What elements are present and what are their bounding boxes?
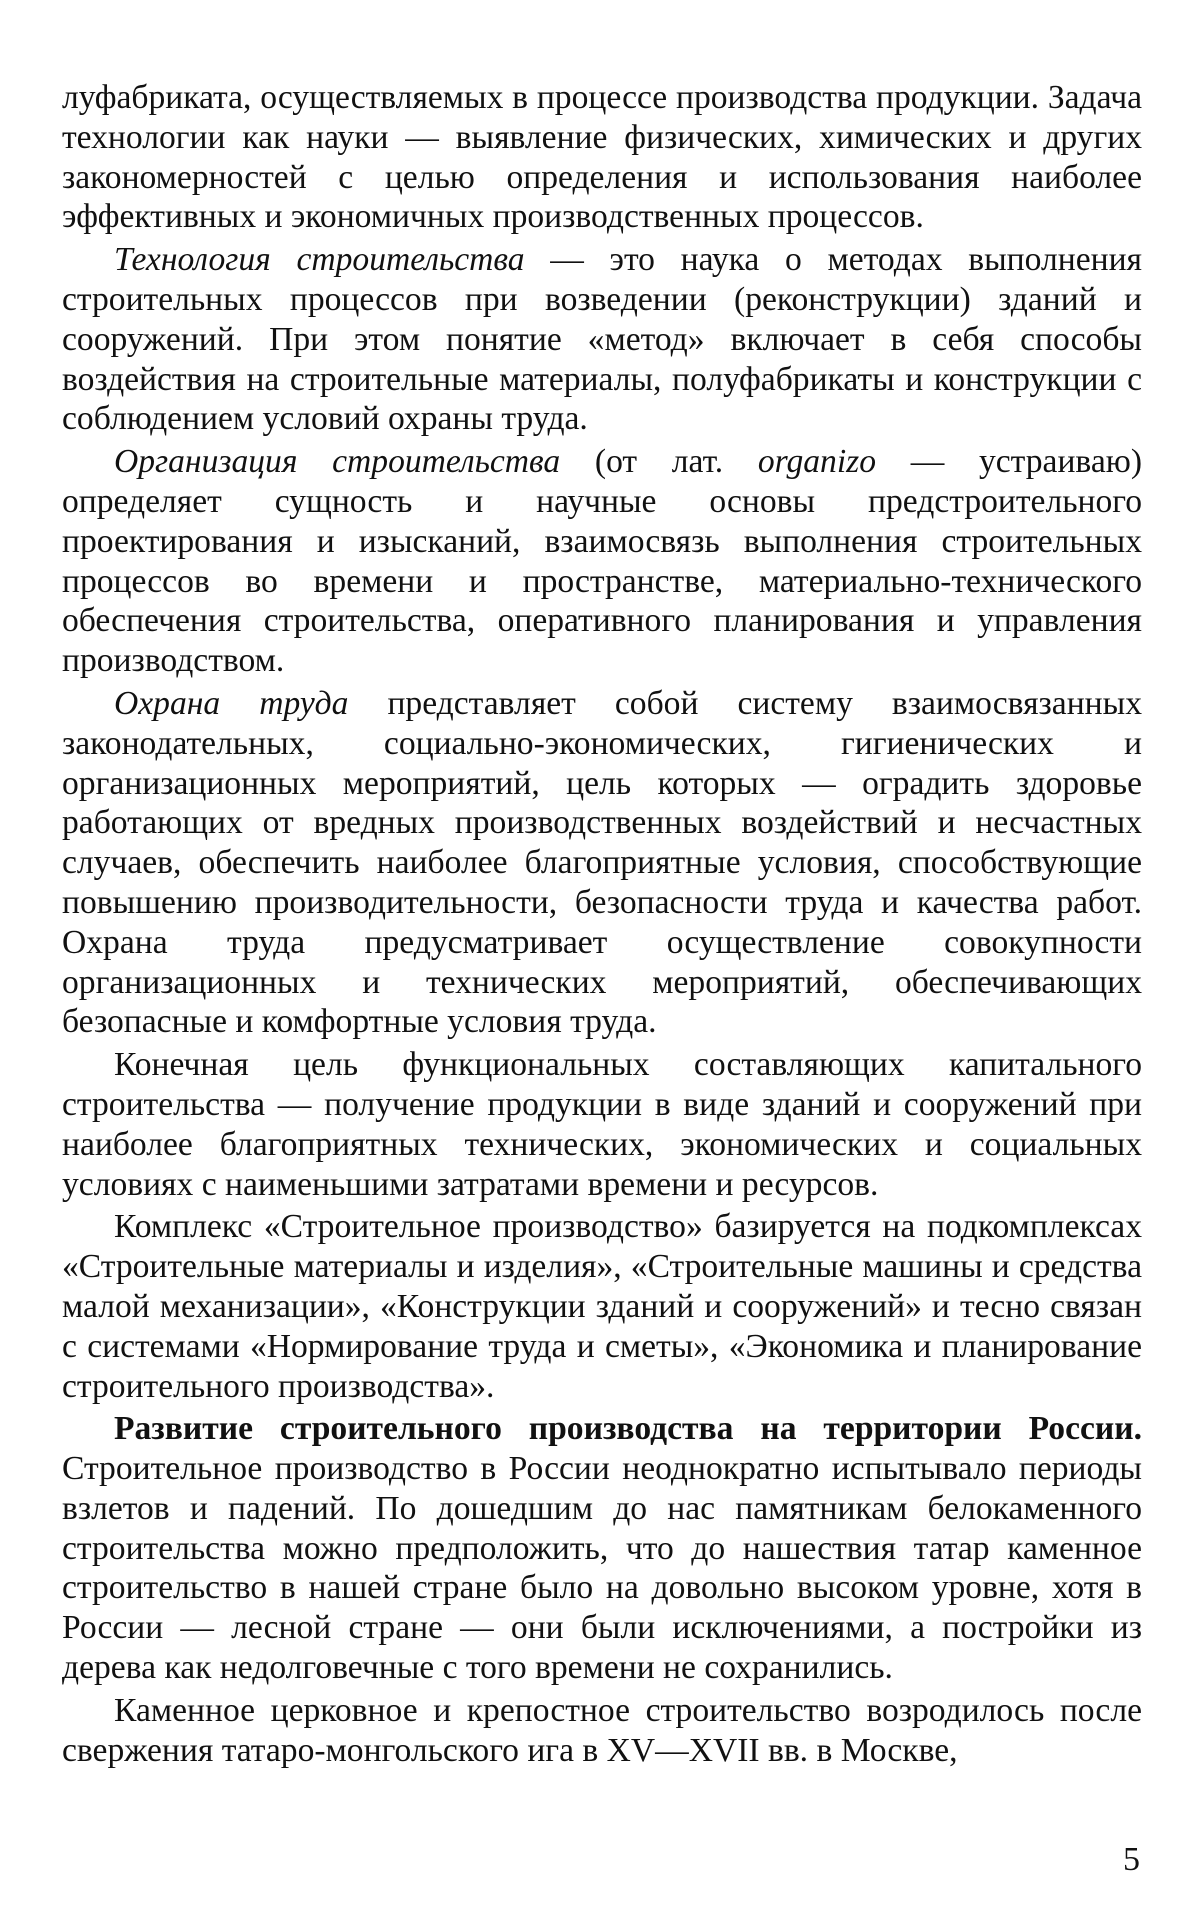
page-body [62, 78, 1142, 1770]
latin-word: organizo [757, 443, 877, 481]
paragraph-continuation [62, 78, 1142, 237]
paragraph-text: Конечная цель функциональных составляющих капитального строительства — получение продукции в виде зданий и сооружений при наиболее благоприятных технических, экономических и социальных условиях с наименьшими затратами времени и ресурсов. [62, 1046, 1142, 1203]
paragraph-organization [62, 442, 1142, 681]
paragraph-text: Комплекс «Строительное производство» базируется на подкомплексах «Строительные материалы и изделия», «Строительные машины и средства малой механизации», «Конструкции зданий и сооружений» и тесно связан с системами «Нормирование труда и сметы», «Экономика и планирование строительного производства». [62, 1208, 1142, 1405]
paragraph-text: Строительное производство в России неоднократно испытывало периоды взлетов и падений. По дошедшим до нас памятникам белокаменного строительства можно предположить, что до нашествия татар каменное строительство в нашей стране было на довольно высоком уровне, хотя в России — лесной стране — они были исключениями, а постройки из дерева как недолговечные с того времени не сохранились. [62, 1450, 1142, 1687]
paragraph-text: (от лат. [560, 443, 758, 481]
term-labor-safety: Охрана труда [114, 684, 349, 722]
paragraph-text: Каменное церковное и крепостное строительство возродилось после свержения татаро-монгольского ига в XV—XVII вв. в Москве, [62, 1691, 1142, 1769]
page-number: 5 [1123, 1841, 1140, 1878]
paragraph-text: луфабриката, осуществляемых в процессе производства продукции. Задача технологии как науки — выявление физических, химических и других закономерностей с целью определения и использования наиболее эффективных и экономичных производственных процессов. [62, 79, 1142, 236]
paragraph-stone-construction [62, 1691, 1142, 1771]
paragraph-complex [62, 1207, 1142, 1406]
paragraph-text: — устраиваю) определяет сущность и научные основы предстроительного проектирования и изысканий, взаимосвязь выполнения строительных процессов во времени и пространстве, материально-технического обеспечения строительства, оперативного планирования и управления производством. [62, 443, 1143, 680]
paragraph-text: — это наука о методах выполнения строительных процессов при возведении (реконструкции) зданий и сооружений. При этом понятие «метод» включает в себя способы воздействия на строительные материалы, полуфабрикаты и конструкции с соблюдением условий охраны труда. [62, 241, 1142, 438]
paragraph-technology [62, 240, 1142, 439]
term-organization: Организация строительства [114, 443, 561, 481]
section-heading: Развитие строительного производства на территории России. [114, 1410, 1142, 1448]
paragraph-history [62, 1409, 1142, 1688]
paragraph-labor-safety [62, 684, 1142, 1042]
paragraph-final-goal [62, 1045, 1142, 1204]
term-technology: Технология строительства [114, 241, 525, 279]
paragraph-text: представляет собой систему взаимосвязанных законодательных, социально-экономических, гигиенических и организационных мероприятий, цель которых — оградить здоровье работающих от вредных производственных воздействий и несчастных случаев, обеспечить наиболее благоприятные условия, способствующие повышению производительности, безопасности труда и качества работ. Охрана труда предусматривает осуществление совокупности организационных и технических мероприятий, обеспечивающих безопасные и комфортные условия труда. [62, 684, 1142, 1041]
